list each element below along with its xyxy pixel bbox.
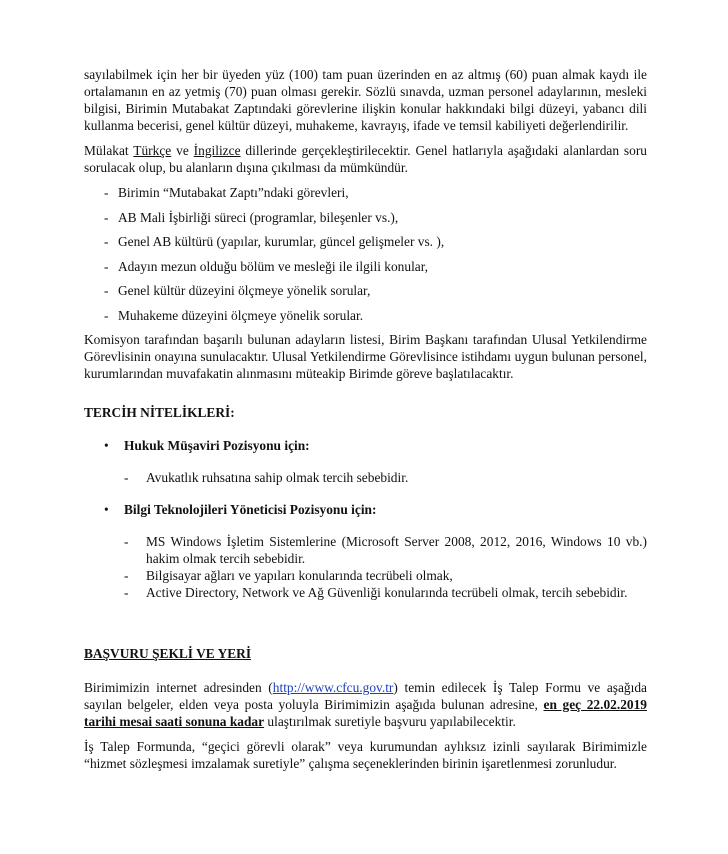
list-item: - Genel AB kültürü (yapılar, kurumlar, güncel gelişmeler vs. ), [84,233,647,250]
list-item: - Bilgisayar ağları ve yapıları konularında tecrübeli olmak, [84,567,647,584]
mulakat-text-b: ve [171,143,194,158]
bt-title-text: Bilgi Teknolojileri Yöneticisi Pozisyonu için: [124,502,377,517]
tercih-heading: TERCİH NİTELİKLERİ: [84,405,235,420]
bt-requirements [84,533,647,601]
basvuru-text-c: ulaştırılmak suretiyle başvuru yapılabilecektir. [264,714,516,729]
hukuk-requirements [84,469,647,486]
deadline-text: en geç 22.02.2019 tarihi mesai saati sonuna kadar [84,697,647,729]
paragraph-mulakat [84,142,647,176]
hukuk-title-text: Hukuk Müşaviri Pozisyonu için: [124,438,310,453]
mulakat-text-c: dillerinde gerçekleştirilecektir. Genel hatlarıyla aşağıdaki alanlardan soru sorulacak olup, bu alanların dışına çıkılması da mümkündür. [84,143,647,175]
bullet-icon: • [104,438,109,453]
paragraph-basvuru [84,679,647,730]
mulakat-text-a: Mülakat [84,143,134,158]
bullet-icon: • [104,502,109,517]
basvuru-text-b: ) temin edilecek İş Talep Formu ve aşağıda sayılan belgeler, elden veya posta yoluyla Birimimizin aşağıda bulunan adresine, [84,680,647,712]
language-turkish: Türkçe [133,143,172,158]
paragraph-sozlu-sinav: sayılabilmek için her bir üyeden yüz (100) tam puan üzerinden en az altmış (60) puan almak kaydı ile ortalamanın en az yetmiş (70) puan olması gerekir. Sözlü sınavda, uzman personel adaylarının, mesleki bilgisi, Birimin Mutabakat Zaptındaki görevlerine ilişkin konular hakkındaki bilgi düzeyi, yabancı dili kullanma becerisi, genel kültür düzeyi, muhakeme, kavrayış, ifade ve temsil kabiliyeti değerlendirilir. [84,67,647,133]
list-item: - Muhakeme düzeyini ölçmeye yönelik sorular. [84,307,647,324]
basvuru-heading: BAŞVURU ŞEKLİ VE YERİ [84,646,252,661]
paragraph-komisyon: Komisyon tarafından başarılı bulunan adayların listesi, Birim Başkanı tarafından Ulusal Yetkilendirme Görevlisinin onayına sunulacaktır. Ulusal Yetkilendirme Görevlisince istihdamı uygun bulunan personel, kurumlarından muvafakatin alınmasını müteakip Birimde göreve başlatılacaktır. [84,332,647,381]
list-item: - Adayın mezun olduğu bölüm ve mesleği ile ilgili konular, [84,258,647,275]
language-english: İngilizce [193,143,241,158]
bt-position-title [84,501,647,518]
paragraph-is-talep-formu: İş Talep Formunda, “geçici görevli olarak” veya kurumundan aylıksız izinli sayılarak Birimimizle “hizmet sözleşmesi imzalamak suretiyle” çalışma seçeneklerinden birinin işaretlenmesi zorunludur. [84,739,647,771]
list-item: - AB Mali İşbirliği süreci (programlar, bileşenler vs.), [84,209,647,226]
cfcu-website-link[interactable]: http://www.cfcu.gov.tr [272,680,394,695]
list-item: - Genel kültür düzeyini ölçmeye yönelik sorular, [84,282,647,299]
list-item: - Birimin “Mutabakat Zaptı”ndaki görevleri, [84,184,647,201]
list-item: - Avukatlık ruhsatına sahip olmak tercih sebebidir. [84,469,647,486]
hukuk-position-title [84,437,647,454]
list-item: - MS Windows İşletim Sistemlerine (Microsoft Server 2008, 2012, 2016, Windows 10 vb.) hakim olmak tercih sebebidir. [84,533,647,567]
document-page [84,66,647,780]
list-item: - Active Directory, Network ve Ağ Güvenliği konularında tecrübeli olmak, tercih sebebidir. [84,584,647,601]
basvuru-text-a: Birimimizin internet adresinden ( [84,680,273,695]
topic-list [84,184,647,324]
